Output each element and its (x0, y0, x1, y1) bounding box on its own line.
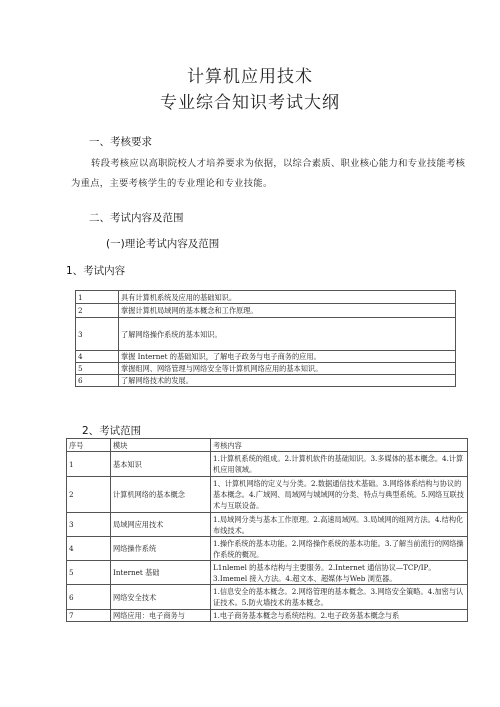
header-module: 模块 (111, 439, 211, 452)
scope-table (66, 438, 468, 622)
table-row (67, 452, 468, 477)
table-row (67, 610, 468, 622)
row-module: 网络安全技术 (111, 585, 211, 610)
row-text: 具有计算机系统及应用的基础知识。 (119, 291, 456, 304)
row-module: 局域网应用技术 (111, 513, 211, 537)
row-module: 网络操作系统 (111, 537, 211, 561)
row-number: 2 (67, 477, 111, 513)
item1-heading: 1、考试内容 (66, 265, 126, 277)
row-module: 基本知识 (111, 452, 211, 477)
row-number: 7 (67, 610, 111, 622)
row-content-line2: 3.Imemel 接入方法。4.超文本、超媒体与Web 浏览器。 (213, 573, 397, 583)
table-row (67, 513, 468, 537)
row-number: 4 (67, 537, 111, 561)
row-number: 1 (76, 291, 119, 304)
row-number: 3 (67, 513, 111, 537)
table-row (76, 375, 456, 387)
row-content: 1、计算机网络的定义与分类。2.数据通信技术基础。3.网络体系结构与协议的基本概念。4.广域网、局域网与城域网的分类、特点与典型系统。5.网络互联技术与互联设备。 (211, 477, 468, 513)
header-no: 序号 (67, 439, 111, 452)
table-row (67, 561, 468, 585)
content-table (75, 290, 456, 387)
table-row (67, 477, 468, 513)
table-row (76, 351, 456, 363)
row-content: 1.电子商务基本概念与系统结构。2.电子政务基本概念与系 (211, 610, 468, 622)
row-content: 1.操作系统的基本功能。2.网络操作系统的基本功能。3.了解当前流行的网络操作系统的概况。 (211, 537, 468, 561)
table-row (76, 318, 456, 351)
row-text: 掌握计算机局域网的基本概念和工作原理。 (119, 304, 456, 318)
document-title-line1: 计算机应用技术 (187, 67, 313, 87)
row-text: 掌握 Internet 的基础知识，了解电子政务与电子商务的应用。 (119, 351, 456, 363)
row-number: 4 (76, 351, 119, 363)
table-row (76, 291, 456, 304)
item2-heading: 2、考试范围 (82, 425, 142, 437)
section1-paragraph: 转段考核应以高职院校人才培养要求为依据，以综合素质、职业核心能力和专业技能考核为重点，主要考核学生的专业理论和专业技能。 (71, 158, 466, 189)
table-row (67, 585, 468, 610)
row-number: 1 (67, 452, 111, 477)
row-content (211, 561, 468, 585)
table-row (67, 537, 468, 561)
row-module: 计算机网络的基本概念 (111, 477, 211, 513)
row-number: 5 (76, 363, 119, 375)
section2-heading: 二、考试内容及范围 (89, 212, 184, 224)
row-content-line1: L1nlemel 的基本结构与主要服务。2.Internet 通信协议—TCP/IP。 (213, 562, 436, 572)
section1-heading: 一、考核要求 (89, 136, 152, 148)
row-number: 3 (76, 318, 119, 351)
row-number: 6 (76, 375, 119, 387)
table-row (76, 304, 456, 318)
sub1-heading: (一)理论考试内容及范围 (106, 238, 220, 250)
table-header-row (67, 439, 468, 452)
row-module: 网络应用：电子商务与 (111, 610, 211, 622)
row-content: 1.信息安全的基本概念。2.网络管理的基本概念。3.网络安全策略。4.加密与认证技术。5.防火墙技术的基本概念。 (211, 585, 468, 610)
row-text: 掌握组网、网络管理与网络安全等计算机网络应用的基本知识。 (119, 363, 456, 375)
row-content: 1.计算机系统的组成。2.计算机软件的基础知识。3.多媒体的基本概念。4.计算机应用领域。 (211, 452, 468, 477)
header-content: 考核内容 (211, 439, 468, 452)
row-module: Internet 基础 (111, 561, 211, 585)
row-number: 2 (76, 304, 119, 318)
row-number: 6 (67, 585, 111, 610)
document-title-line2: 专业综合知识考试大纲 (160, 93, 340, 113)
table-row (76, 363, 456, 375)
row-number: 5 (67, 561, 111, 585)
row-text: 了解网络操作系统的基本知识。 (119, 318, 456, 351)
row-content: 1.局域网分类与基本工作原理。2.高速局域网。3.局域网的组网方法。4.结构化布线技术。 (211, 513, 468, 537)
row-text: 了解网络技术的发展。 (119, 375, 456, 387)
